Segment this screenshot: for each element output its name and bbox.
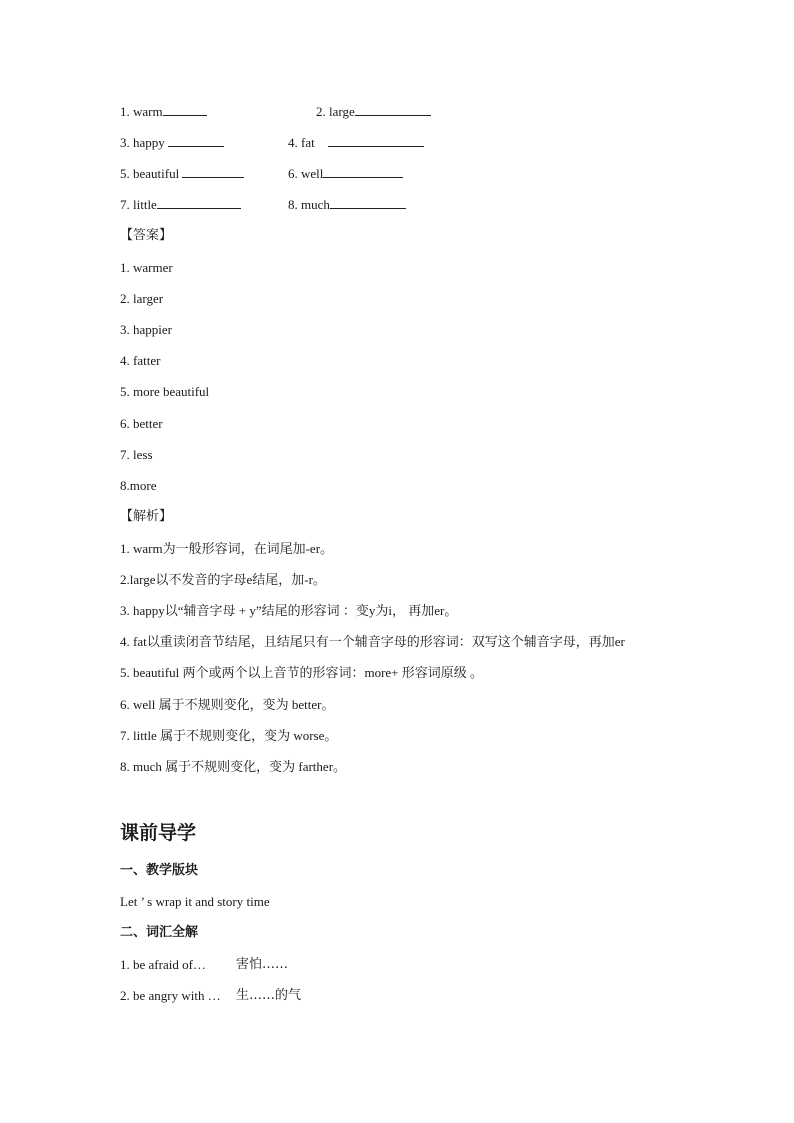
answer-blank (323, 163, 403, 178)
analysis-heading: 【解析】 (120, 509, 173, 524)
answer-blank (355, 101, 431, 116)
answer-item: 3. happier (120, 322, 172, 337)
analysis-item: 8. much 属于不规则变化，变为 farther。 (120, 759, 347, 774)
answer-blank (330, 194, 406, 209)
answer-heading: 【答案】 (120, 228, 173, 243)
vocab-english: 1. be afraid of… (120, 957, 206, 972)
part1-text: Let ’ s wrap it and story time (120, 894, 270, 909)
exercise-item: 2. large (316, 101, 431, 123)
section-title: 课前导学 (120, 822, 197, 844)
answer-blank (157, 194, 241, 209)
answer-item: 6. better (120, 416, 163, 431)
analysis-item: 2.large以不发音的字母e结尾，加-r。 (120, 572, 326, 587)
part1-heading: 一、教学版块 (120, 863, 199, 878)
vocab-chinese: 生……的气 (236, 988, 302, 1003)
analysis-item: 6. well 属于不规则变化，变为 better。 (120, 697, 335, 712)
vocab-chinese: 害怕…… (236, 957, 289, 972)
answer-item: 5. more beautiful (120, 384, 210, 399)
answer-item: 8.more (120, 478, 157, 493)
answer-item: 7. less (120, 447, 153, 462)
answer-blank (163, 101, 207, 116)
exercise-item: 6. well (288, 163, 403, 185)
answer-blank (182, 163, 244, 178)
answer-blank (168, 132, 224, 147)
exercise-item: 3. happy (120, 132, 224, 154)
exercise-item: 8. much (288, 194, 406, 216)
exercise-item: 7. little (120, 194, 241, 216)
vocab-english: 2. be angry with … (120, 988, 221, 1003)
part2-heading: 二、词汇全解 (120, 925, 199, 940)
exercise-item: 4. fat (288, 132, 424, 154)
answer-item: 2. larger (120, 291, 164, 306)
answer-blank (328, 132, 424, 147)
exercise-item: 1. warm (120, 101, 207, 123)
analysis-item: 1. warm为一般形容词，在词尾加-er。 (120, 541, 334, 556)
exercise-item: 5. beautiful (120, 163, 244, 185)
analysis-item: 5. beautiful 两个或两个以上音节的形容词：more+ 形容词原级 。 (120, 665, 483, 680)
answer-item: 1. warmer (120, 260, 173, 275)
analysis-item: 4. fat以重读闭音节结尾，且结尾只有一个辅音字母的形容词：双写这个辅音字母，再加er (120, 634, 625, 649)
analysis-item: 3. happy以“辅音字母 + y”结尾的形容词 ：变y为i， 再加er。 (120, 603, 458, 618)
analysis-item: 7. little 属于不规则变化，变为 worse。 (120, 728, 338, 743)
answer-item: 4. fatter (120, 353, 161, 368)
